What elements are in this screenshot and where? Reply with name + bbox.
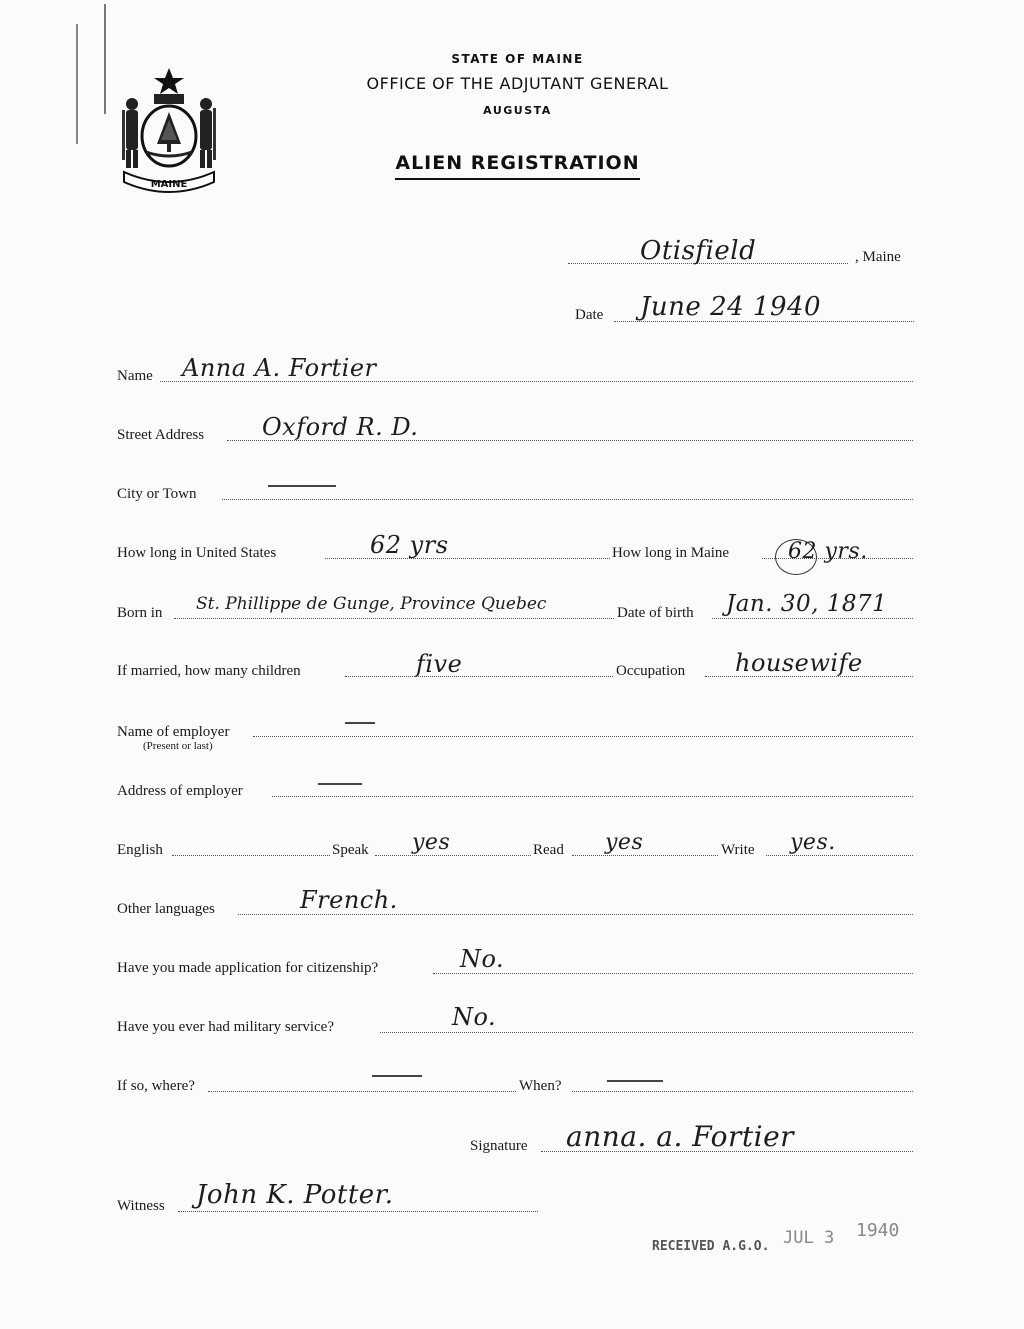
employer-label: Name of employer	[117, 724, 230, 740]
header-city: AUGUSTA	[483, 104, 552, 117]
employer-address-blank-dash	[318, 783, 362, 785]
employer-line[interactable]	[253, 736, 913, 737]
born-line[interactable]	[174, 618, 614, 619]
form-title	[0, 152, 1024, 174]
witness-label: Witness	[117, 1198, 165, 1214]
children-line[interactable]	[345, 676, 613, 677]
received-stamp-text: RECEIVED A.G.O.	[652, 1239, 770, 1254]
date-label: Date	[575, 307, 604, 323]
received-stamp-year: 1940	[856, 1220, 900, 1241]
occupation-label: Occupation	[616, 663, 686, 679]
us-years-line[interactable]	[325, 558, 610, 559]
signature-value: anna. a. Fortier	[566, 1120, 795, 1153]
witness-value: John K. Potter.	[196, 1180, 394, 1210]
where-line[interactable]	[208, 1091, 516, 1092]
speak-value: yes	[412, 830, 451, 855]
born-value: St. Phillippe de Gunge, Province Quebec	[196, 594, 547, 614]
when-blank-dash	[607, 1080, 663, 1082]
dob-label: Date of birth	[617, 605, 694, 621]
write-value: yes.	[790, 830, 836, 855]
street-address-label: Street Address	[117, 427, 205, 443]
military-value: No.	[452, 1003, 497, 1031]
us-years-label: How long in United States	[117, 545, 277, 561]
write-line[interactable]	[766, 855, 913, 856]
citizenship-label: Have you made application for citizenship?	[117, 960, 379, 976]
speak-label: Speak	[332, 842, 369, 858]
occupation-value: housewife	[735, 649, 863, 677]
us-years-value: 62 yrs	[370, 531, 449, 559]
children-value: five	[416, 650, 463, 678]
city-blank-dash	[268, 485, 336, 487]
when-line[interactable]	[572, 1091, 913, 1092]
born-label: Born in	[117, 605, 163, 621]
military-line[interactable]	[380, 1032, 913, 1033]
maine-years-label: How long in Maine	[612, 545, 730, 561]
received-stamp-date: JUL 3	[783, 1228, 835, 1248]
city-line[interactable]	[222, 499, 913, 500]
place-value: Otisfield	[640, 236, 757, 266]
english-label: English	[117, 842, 163, 858]
maine-years-value: 62 yrs.	[788, 539, 868, 564]
date-value: June 24 1940	[640, 292, 822, 322]
where-blank-dash	[372, 1075, 422, 1077]
form-title-text: ALIEN REGISTRATION	[395, 152, 639, 180]
when-label: When?	[519, 1078, 562, 1094]
read-value: yes	[605, 830, 644, 855]
city-label: City or Town	[117, 486, 197, 502]
place-suffix: , Maine	[855, 249, 901, 265]
dob-value: Jan. 30, 1871	[726, 591, 888, 617]
other-languages-line[interactable]	[238, 914, 913, 915]
children-label: If married, how many children	[117, 663, 301, 679]
write-label: Write	[721, 842, 755, 858]
dob-line[interactable]	[712, 618, 913, 619]
speak-line[interactable]	[375, 855, 531, 856]
citizenship-line[interactable]	[433, 973, 913, 974]
english-line[interactable]	[172, 855, 330, 856]
name-label: Name	[117, 368, 153, 384]
street-address-value: Oxford R. D.	[262, 413, 419, 441]
military-label: Have you ever had military service?	[117, 1019, 334, 1035]
where-label: If so, where?	[117, 1078, 195, 1094]
signature-label: Signature	[470, 1138, 528, 1154]
citizenship-value: No.	[460, 945, 505, 973]
seal-banner-text: MAINE	[150, 179, 188, 190]
employer-address-label: Address of employer	[117, 783, 243, 799]
employer-address-line[interactable]	[272, 796, 913, 797]
read-line[interactable]	[572, 855, 718, 856]
header-state: STATE OF MAINE	[451, 52, 584, 66]
employer-sublabel: (Present or last)	[143, 740, 213, 752]
header-office: OFFICE OF THE ADJUTANT GENERAL	[366, 74, 669, 93]
read-label: Read	[533, 842, 564, 858]
employer-blank-dash	[345, 722, 375, 724]
other-languages-value: French.	[300, 886, 398, 914]
name-value: Anna A. Fortier	[182, 354, 377, 382]
witness-line[interactable]	[178, 1211, 538, 1212]
other-languages-label: Other languages	[117, 901, 215, 917]
